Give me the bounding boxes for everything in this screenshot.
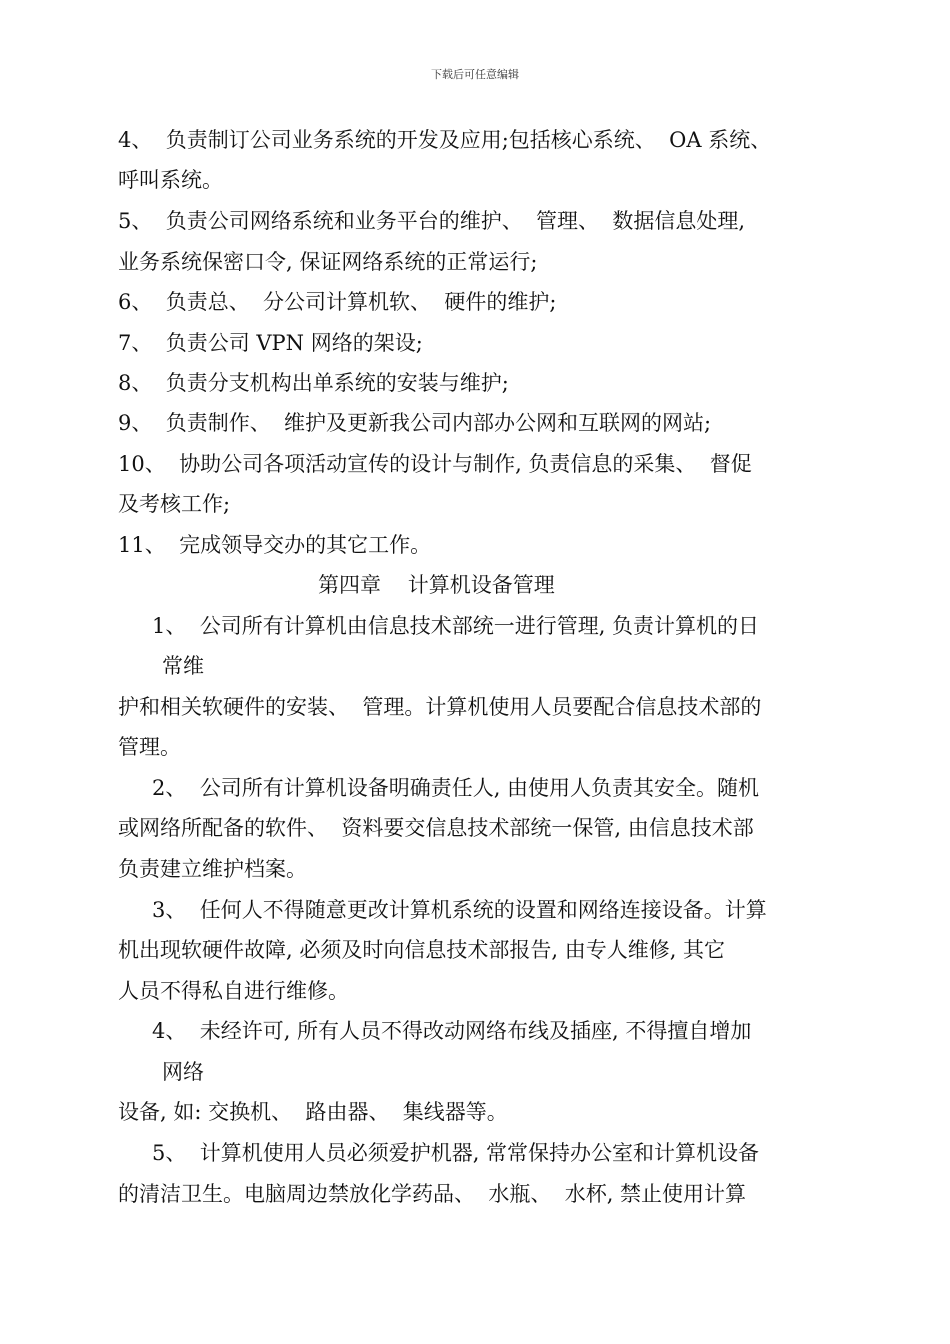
rule-3-line2: 机出现软硬件故障, 必须及时向信息技术部报告, 由专人维修, 其它 — [118, 938, 726, 962]
rule-2-line1: 2、 公司所有计算机设备明确责任人, 由使用人负责其安全。随机 — [152, 776, 760, 800]
rule-1-line2: 常维 — [162, 654, 204, 678]
item-10-line2: 及考核工作; — [118, 492, 231, 516]
rule-4-line1: 4、 未经许可, 所有人员不得改动网络布线及插座, 不得擅自增加 — [152, 1019, 752, 1043]
rule-5-line2: 的清洁卫生。电脑周边禁放化学药品、 水瓶、 水杯, 禁止使用计算 — [118, 1182, 747, 1206]
rule-3-line1: 3、 任何人不得随意更改计算机系统的设置和网络连接设备。计算 — [152, 898, 767, 922]
rule-2-line3: 负责建立维护档案。 — [118, 857, 307, 881]
rule-2-line2: 或网络所配备的软件、 资料要交信息技术部统一保管, 由信息技术部 — [118, 816, 754, 840]
rule-5-line1: 5、 计算机使用人员必须爱护机器, 常常保持办公室和计算机设备 — [152, 1141, 760, 1165]
chapter-heading: 第四章 计算机设备管理 — [318, 573, 555, 597]
rule-1-line1: 1、 公司所有计算机由信息技术部统一进行管理, 负责计算机的日 — [152, 614, 760, 638]
item-4-line2: 呼叫系统。 — [118, 168, 223, 192]
rule-1-line3: 护和相关软硬件的安装、 管理。计算机使用人员要配合信息技术部的 — [118, 695, 762, 719]
page-header: 下载后可任意编辑 — [431, 68, 519, 81]
item-5-line2: 业务系统保密口令, 保证网络系统的正常运行; — [118, 250, 538, 274]
item-7-line1: 7、 负责公司 VPN 网络的架设; — [118, 331, 423, 355]
rule-4-line2: 网络 — [162, 1060, 204, 1084]
item-10-line1: 10、 协助公司各项活动宣传的设计与制作, 负责信息的采集、 督促 — [118, 452, 752, 476]
item-8-line1: 8、 负责分支机构出单系统的安装与维护; — [118, 371, 509, 395]
item-4-line1: 4、 负责制订公司业务系统的开发及应用;包括核心系统、 OA 系统、 — [118, 128, 772, 152]
rule-1-line4: 管理。 — [118, 735, 181, 759]
rule-3-line3: 人员不得私自进行维修。 — [118, 979, 349, 1003]
item-6-line1: 6、 负责总、 分公司计算机软、 硬件的维护; — [118, 290, 557, 314]
item-9-line1: 9、 负责制作、 维护及更新我公司内部办公网和互联网的网站; — [118, 411, 712, 435]
item-5-line1: 5、 负责公司网络系统和业务平台的维护、 管理、 数据信息处理, — [118, 209, 746, 233]
rule-4-line3: 设备, 如: 交换机、 路由器、 集线器等。 — [118, 1100, 508, 1124]
item-11-line1: 11、 完成领导交办的其它工作。 — [118, 533, 432, 557]
